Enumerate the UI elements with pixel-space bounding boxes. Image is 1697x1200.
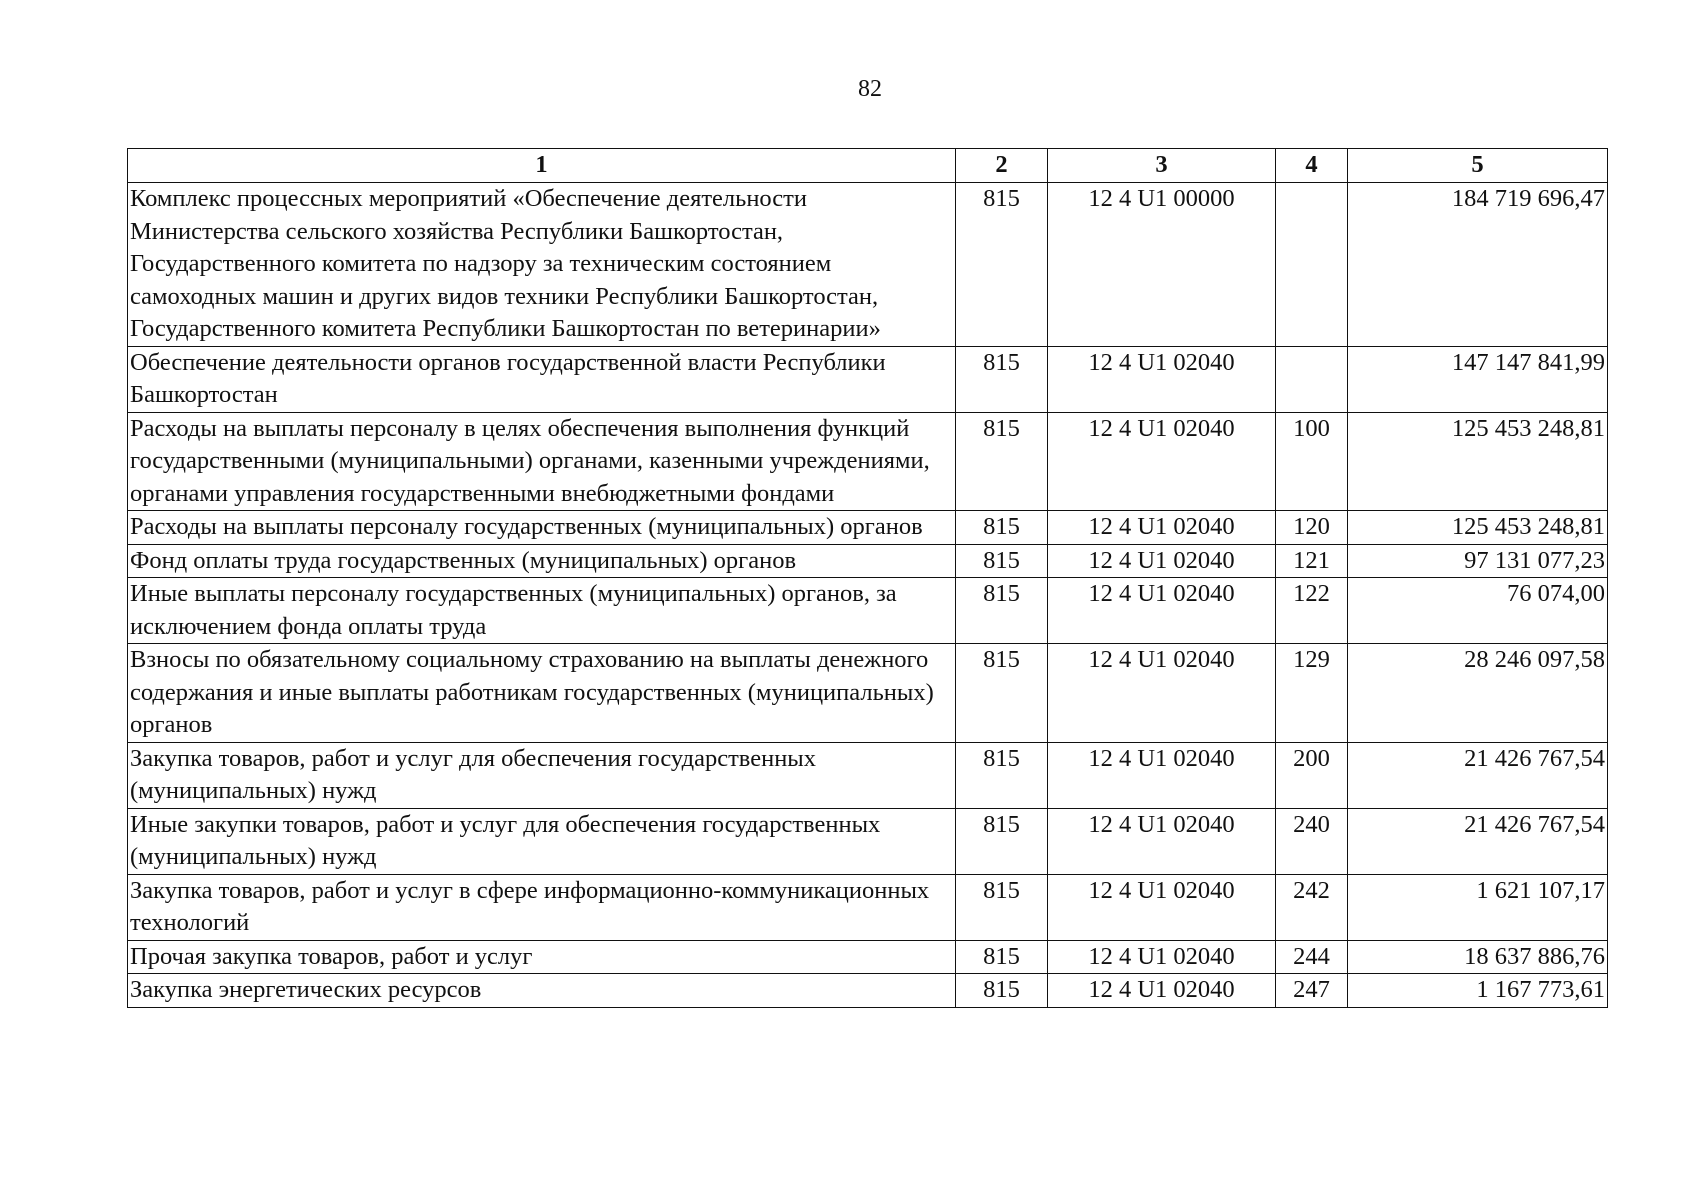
column-header-3: 3 — [1048, 149, 1276, 183]
row-name: Расходы на выплаты персоналу в целях обеспечения выполнения функций государственными (муниципальными) органами, казенными учреждениями, органами управления государственными внебюджетными фондами — [128, 412, 956, 511]
row-code: 815 — [956, 544, 1048, 578]
row-amount: 28 246 097,58 — [1348, 644, 1608, 743]
row-article: 12 4 U1 02040 — [1048, 544, 1276, 578]
row-article: 12 4 U1 02040 — [1048, 412, 1276, 511]
row-type: 129 — [1276, 644, 1348, 743]
row-code: 815 — [956, 940, 1048, 974]
row-type: 121 — [1276, 544, 1348, 578]
row-type — [1276, 346, 1348, 412]
row-type: 120 — [1276, 511, 1348, 545]
row-code: 815 — [956, 183, 1048, 347]
row-amount: 21 426 767,54 — [1348, 742, 1608, 808]
row-code: 815 — [956, 412, 1048, 511]
table-header-row — [128, 149, 1608, 183]
row-type: 244 — [1276, 940, 1348, 974]
row-amount: 147 147 841,99 — [1348, 346, 1608, 412]
row-code: 815 — [956, 874, 1048, 940]
row-type: 247 — [1276, 974, 1348, 1008]
table-row — [128, 346, 1608, 412]
row-amount: 125 453 248,81 — [1348, 412, 1608, 511]
row-code: 815 — [956, 742, 1048, 808]
row-article: 12 4 U1 02040 — [1048, 644, 1276, 743]
row-amount: 125 453 248,81 — [1348, 511, 1608, 545]
column-header-5: 5 — [1348, 149, 1608, 183]
row-type: 200 — [1276, 742, 1348, 808]
row-name: Иные выплаты персоналу государственных (муниципальных) органов, за исключением фонда оплаты труда — [128, 578, 956, 644]
row-article: 12 4 U1 02040 — [1048, 578, 1276, 644]
row-article: 12 4 U1 02040 — [1048, 874, 1276, 940]
column-header-2: 2 — [956, 149, 1048, 183]
table-row — [128, 511, 1608, 545]
row-type: 100 — [1276, 412, 1348, 511]
table-row — [128, 974, 1608, 1008]
row-name: Прочая закупка товаров, работ и услуг — [128, 940, 956, 974]
row-article: 12 4 U1 02040 — [1048, 940, 1276, 974]
row-code: 815 — [956, 808, 1048, 874]
row-name: Обеспечение деятельности органов государственной власти Республики Башкортостан — [128, 346, 956, 412]
row-amount: 184 719 696,47 — [1348, 183, 1608, 347]
table-row — [128, 808, 1608, 874]
page-number: 82 — [858, 76, 882, 102]
row-article: 12 4 U1 02040 — [1048, 974, 1276, 1008]
row-amount: 21 426 767,54 — [1348, 808, 1608, 874]
table-row — [128, 644, 1608, 743]
row-name: Расходы на выплаты персоналу государственных (муниципальных) органов — [128, 511, 956, 545]
row-name: Закупка энергетических ресурсов — [128, 974, 956, 1008]
row-article: 12 4 U1 02040 — [1048, 346, 1276, 412]
row-name: Фонд оплаты труда государственных (муниципальных) органов — [128, 544, 956, 578]
row-code: 815 — [956, 644, 1048, 743]
row-article: 12 4 U1 02040 — [1048, 742, 1276, 808]
column-header-1: 1 — [128, 149, 956, 183]
row-name: Закупка товаров, работ и услуг в сфере информационно-коммуникационных технологий — [128, 874, 956, 940]
row-name: Взносы по обязательному социальному страхованию на выплаты денежного содержания и иные выплаты работникам государственных (муниципальных) органов — [128, 644, 956, 743]
row-amount: 1 167 773,61 — [1348, 974, 1608, 1008]
row-type: 240 — [1276, 808, 1348, 874]
row-name: Комплекс процессных мероприятий «Обеспечение деятельности Министерства сельского хозяйства Республики Башкортостан, Государственного комитета по надзору за техническим состоянием самоходных машин и других видов техники Республики Башкортостан, Государственного комитета Республики Башкортостан по ветеринарии» — [128, 183, 956, 347]
row-type: 122 — [1276, 578, 1348, 644]
table-row — [128, 874, 1608, 940]
row-code: 815 — [956, 578, 1048, 644]
row-article: 12 4 U1 00000 — [1048, 183, 1276, 347]
table-row — [128, 742, 1608, 808]
row-amount: 97 131 077,23 — [1348, 544, 1608, 578]
row-code: 815 — [956, 974, 1048, 1008]
table-row — [128, 183, 1608, 347]
row-article: 12 4 U1 02040 — [1048, 808, 1276, 874]
row-amount: 1 621 107,17 — [1348, 874, 1608, 940]
budget-table — [127, 148, 1608, 1008]
row-type: 242 — [1276, 874, 1348, 940]
row-amount: 18 637 886,76 — [1348, 940, 1608, 974]
table-row — [128, 544, 1608, 578]
row-name: Иные закупки товаров, работ и услуг для обеспечения государственных (муниципальных) нужд — [128, 808, 956, 874]
row-code: 815 — [956, 511, 1048, 545]
row-code: 815 — [956, 346, 1048, 412]
table-row — [128, 940, 1608, 974]
table-row — [128, 412, 1608, 511]
row-amount: 76 074,00 — [1348, 578, 1608, 644]
row-article: 12 4 U1 02040 — [1048, 511, 1276, 545]
table-row — [128, 578, 1608, 644]
row-name: Закупка товаров, работ и услуг для обеспечения государственных (муниципальных) нужд — [128, 742, 956, 808]
column-header-4: 4 — [1276, 149, 1348, 183]
row-type — [1276, 183, 1348, 347]
